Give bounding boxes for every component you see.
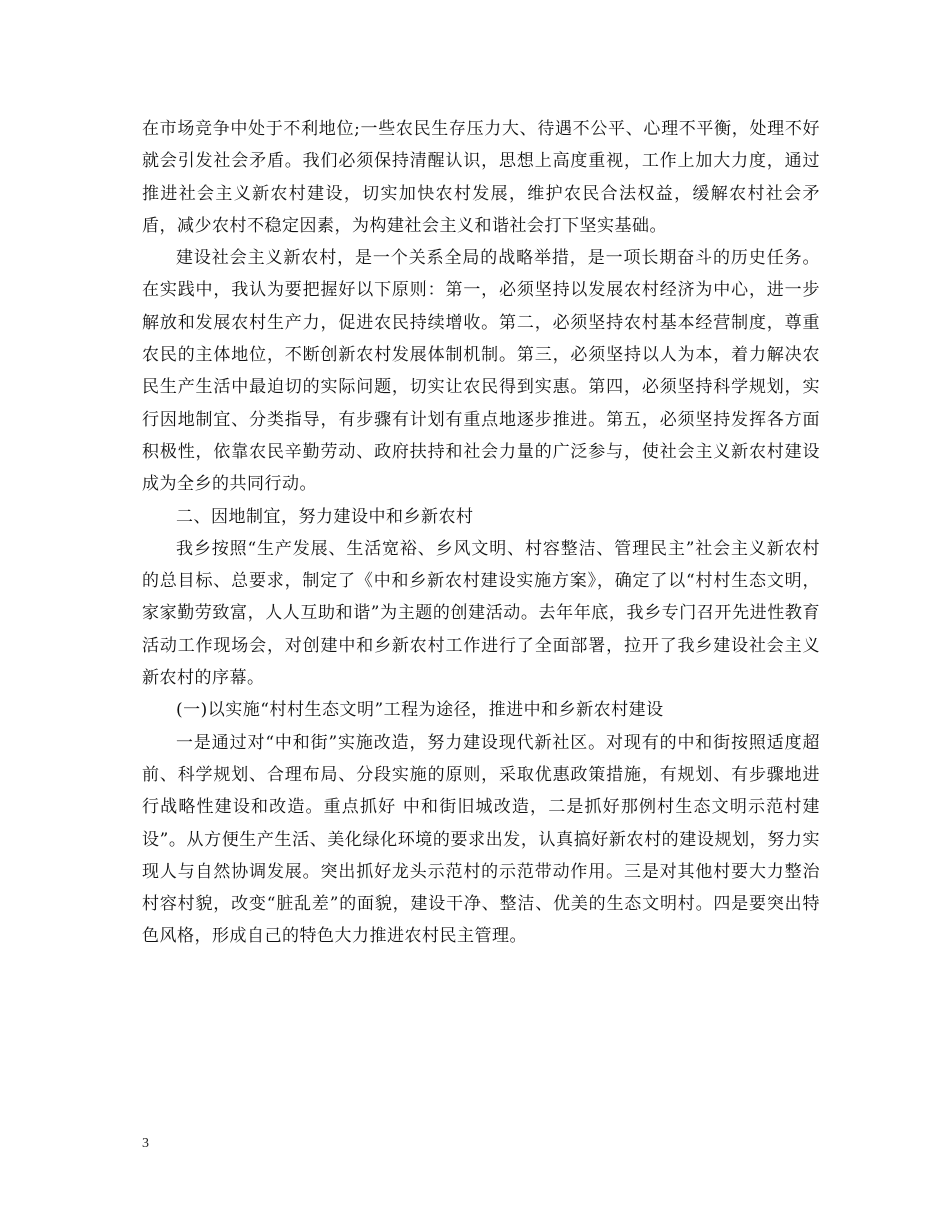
page-number: 3 xyxy=(142,1136,149,1151)
subsection-heading-1: (一)以实施“村村生态文明”工程为途径，推进中和乡新农村建设 xyxy=(176,700,664,721)
paragraph-3: 我乡按照“生产发展、生活宽裕、乡风文明、村容整洁、管理民主”社会主义新农村的总目标、总要求，制定了《中和乡新农村建设实施方案》，确定了以“村村生态文明，家家勤劳致富，人人互助和谐”为主题的创建活动。去年年底，我乡专门召开先进性教育活动工作现场会，对创建中和乡新农村工作进行了全面部署，拉开了我乡建设社会主义新农村的序幕。 xyxy=(142,538,820,689)
paragraph-4: 一是通过对“中和街”实施改造，努力建设现代新社区。对现有的中和街按照适度超前、科学规划、合理布局、分段实施的原则，采取优惠政策措施，有规划、有步骤地进行战略性建设和改造。重点抓好 中和街旧城改造，二是抓好那例村生态文明示范村建设”。从方便生产生活、美化绿化环境的要求出发，认真搞好新农村的建设规划，努力实现人与自然协调发展。突出抓好龙头示范村的示范带动作用。三是对其他村要大力整治村容村貌，改变“脏乱差”的面貌，建设干净、整洁、优美的生态文明村。四是要突出特色风格，形成自己的特色大力推进农村民主管理。 xyxy=(142,732,820,947)
section-heading-2: 二、因地制宜，努力建设中和乡新农村 xyxy=(176,506,474,527)
paragraph-2: 建设社会主义新农村，是一个关系全局的战略举措，是一项长期奋斗的历史任务。在实践中，我认为要把握好以下原则：第一，必须坚持以发展农村经济为中心，进一步解放和发展农村生产力，促进农民持续增收。第二，必须坚持农村基本经营制度，尊重农民的主体地位，不断创新农村发展体制机制。第三，必须坚持以人为本，着力解决农民生产生活中最迫切的实际问题，切实让农民得到实惠。第四，必须坚持科学规划，实行因地制宜、分类指导，有步骤有计划有重点地逐步推进。第五，必须坚持发挥各方面积极性，依靠农民辛勤劳动、政府扶持和社会力量的广泛参与，使社会主义新农村建设成为全乡的共同行动。 xyxy=(142,248,820,495)
paragraph-1: 在市场竞争中处于不利地位;一些农民生存压力大、待遇不公平、心理不平衡，处理不好就会引发社会矛盾。我们必须保持清醒认识，思想上高度重视，工作上加大力度，通过推进社会主义新农村建设，切实加快农村发展，维护农民合法权益，缓解农村社会矛盾，减少农村不稳定因素，为构建社会主义和谐社会打下坚实基础。 xyxy=(142,119,820,236)
document-body xyxy=(142,113,820,953)
